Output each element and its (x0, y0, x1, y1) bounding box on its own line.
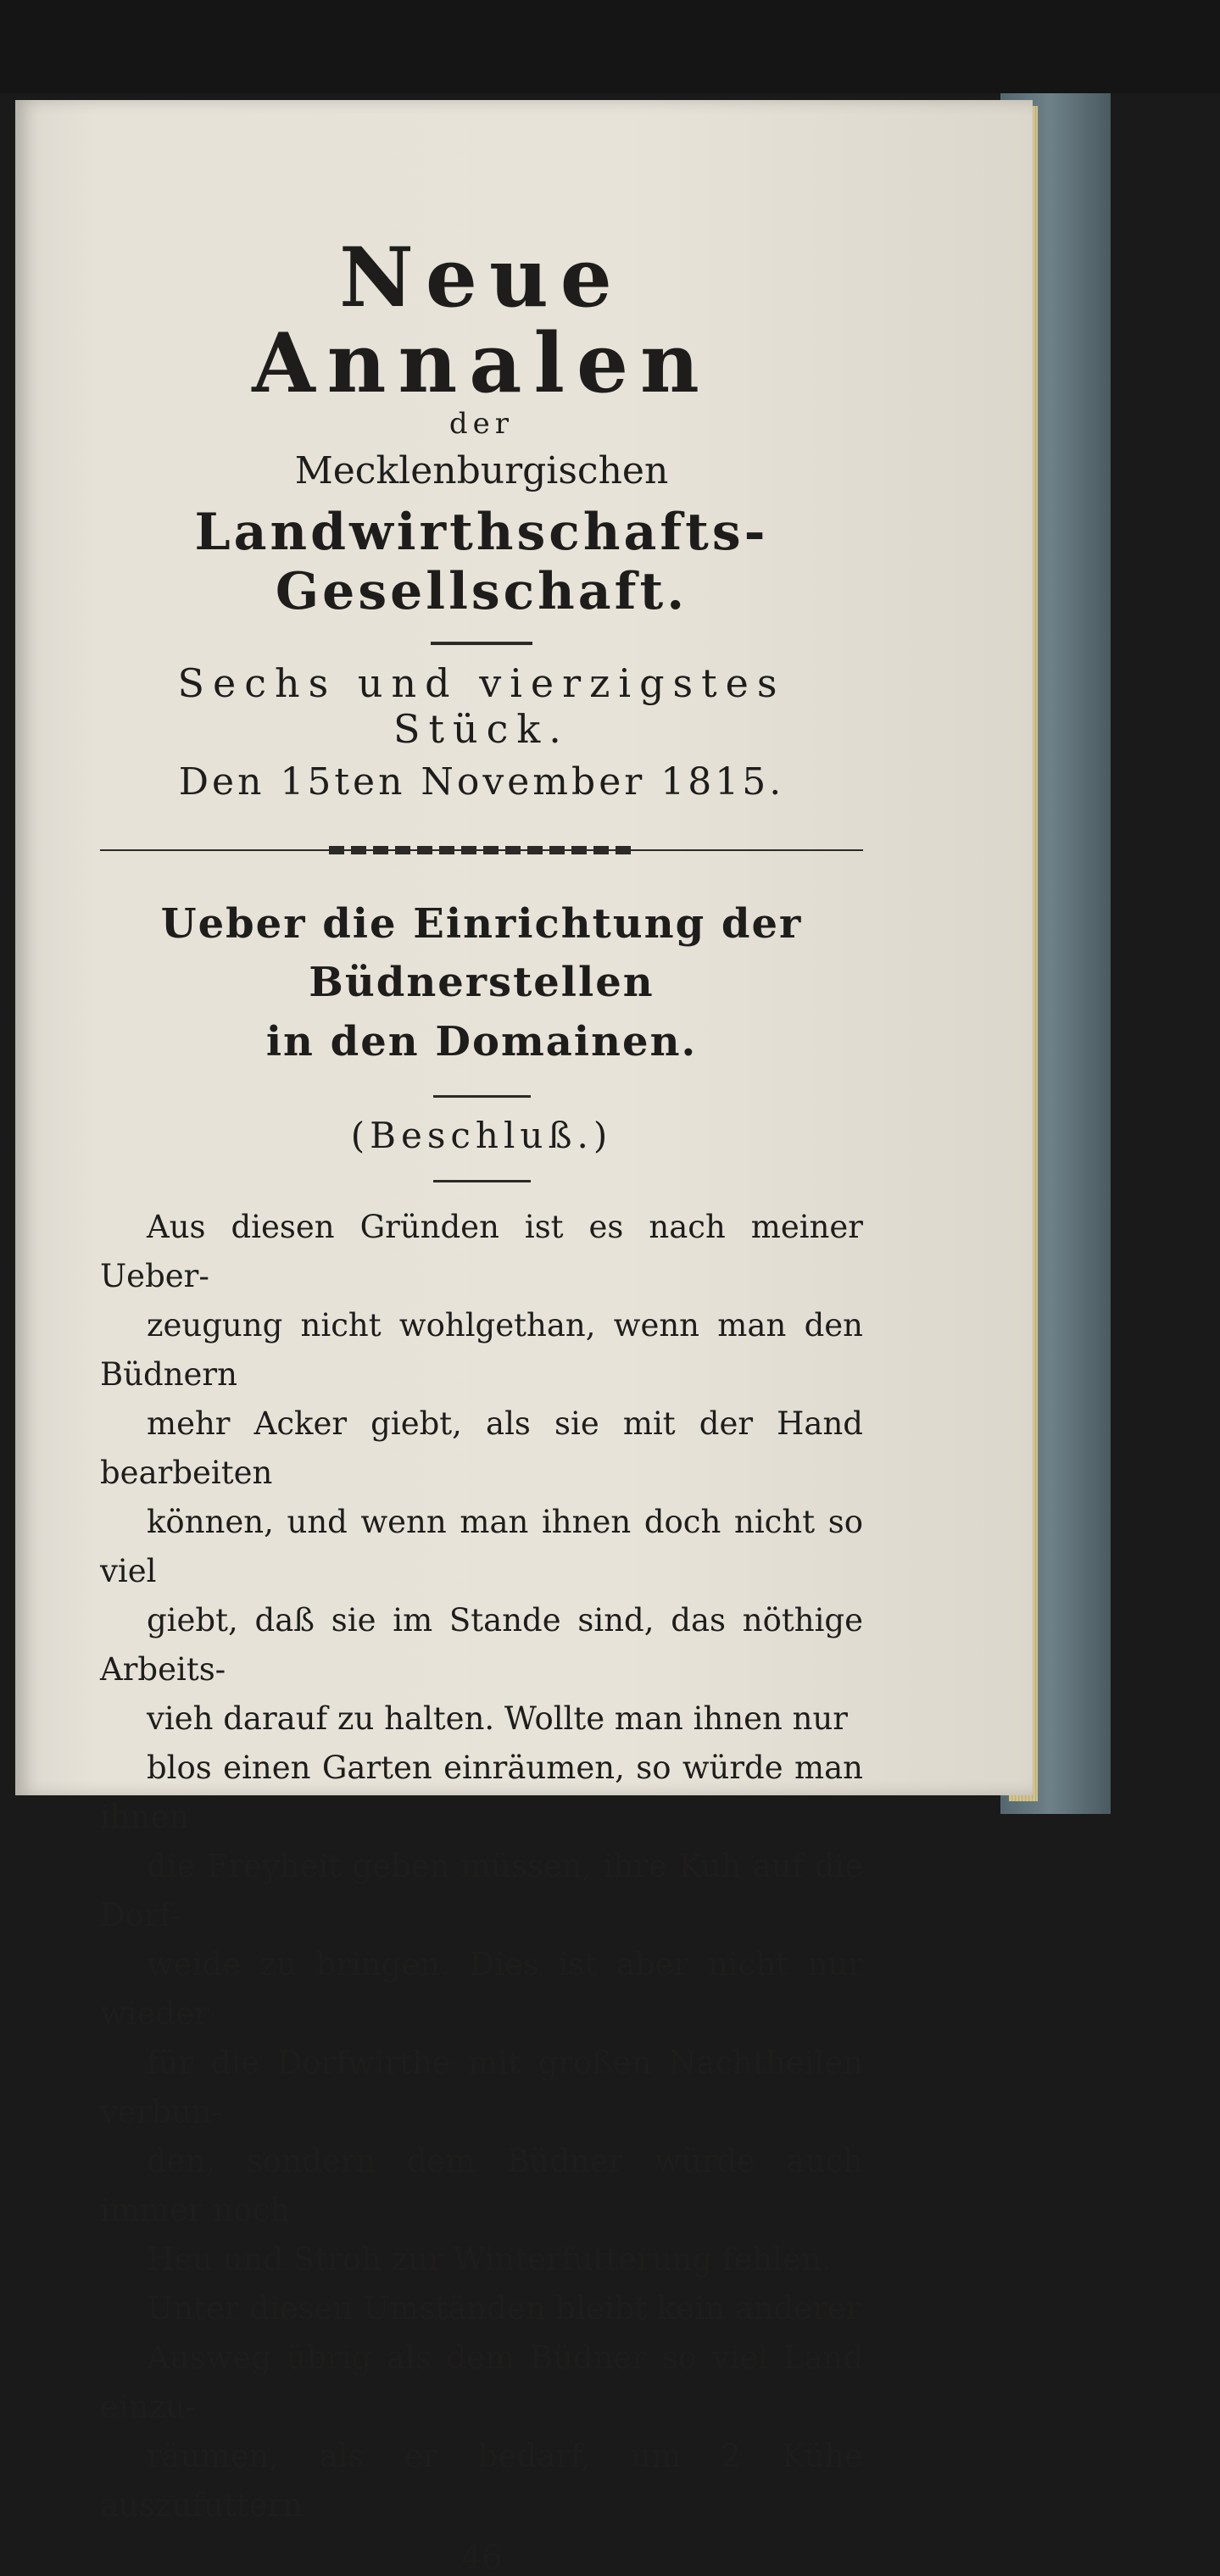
closing-note: (Beschluß.) (350, 1115, 613, 1157)
page-content (100, 134, 863, 2576)
text-line: räumen, als er bedarf, um 2 Kühe auszufuttern (100, 2438, 863, 2524)
text-line: Ausweg übrig als dem Büdner so viel Land einzu- (100, 2340, 863, 2426)
text-line: weide zu bringen. Dies ist aber nicht nur wieder (100, 1946, 863, 2033)
divider-short (431, 642, 532, 645)
book-page (15, 100, 1033, 2576)
subtitle-line-1: Mecklenburgischen (294, 448, 669, 492)
publication-title: Neue Annalen (252, 230, 711, 411)
text-line: die Freyheit geben müssen, ihre Kuh auf die Dorf- (100, 1848, 863, 1934)
text-line: für die Dorfwirthe mit großen Nachtheilen verbun- (100, 2045, 863, 2131)
text-line: vieh darauf zu halten. Wollte man ihnen nur (147, 1700, 848, 1738)
text-line: giebt, daß sie im Stande sind, das nöthige Arbeits- (100, 1602, 863, 1689)
text-line: Aus diesen Gründen ist es nach meiner Ueber- (100, 1209, 863, 1295)
text-line: Heu und Stroh zur Winterfutterung fehlen. (147, 2241, 832, 2278)
ornamental-rule (100, 846, 863, 854)
article-title-line-2: in den Domainen. (265, 1017, 698, 1065)
article-title-line-1: Ueber die Einrichtung der Büdnerstellen (160, 899, 803, 1007)
page-number: 46 (460, 2539, 503, 2576)
issue-label: Sechs und vierzigstes Stück. (177, 659, 786, 752)
backdrop (0, 0, 1220, 93)
text-line: Unter diesen Umständen bleibt kein anderer (147, 2290, 861, 2328)
ornament-pattern (329, 846, 634, 854)
paragraph-2 (100, 2284, 863, 2530)
text-line: können, und wenn man ihnen doch nicht so viel (100, 1504, 863, 1590)
article-word: der (448, 406, 515, 441)
text-line: zeugung nicht wohlgethan, wenn man den Büdnern (100, 1307, 863, 1394)
divider-small-bottom (433, 1180, 531, 1182)
divider-small-top (433, 1095, 531, 1098)
subtitle-line-2: Landwirthschafts-Gesellschaft. (194, 502, 769, 621)
issue-date: Den 15ten November 1815. (178, 759, 785, 804)
text-line: den, sondern dem Büdner würde auch immer noch (100, 2143, 863, 2229)
paragraph-1 (100, 1203, 863, 2284)
article-title (100, 895, 863, 1072)
text-line: mehr Acker giebt, als sie mit der Hand bearbeiten (100, 1405, 863, 1492)
text-line: blos einen Garten einräumen, so würde man ihnen (100, 1750, 863, 1836)
